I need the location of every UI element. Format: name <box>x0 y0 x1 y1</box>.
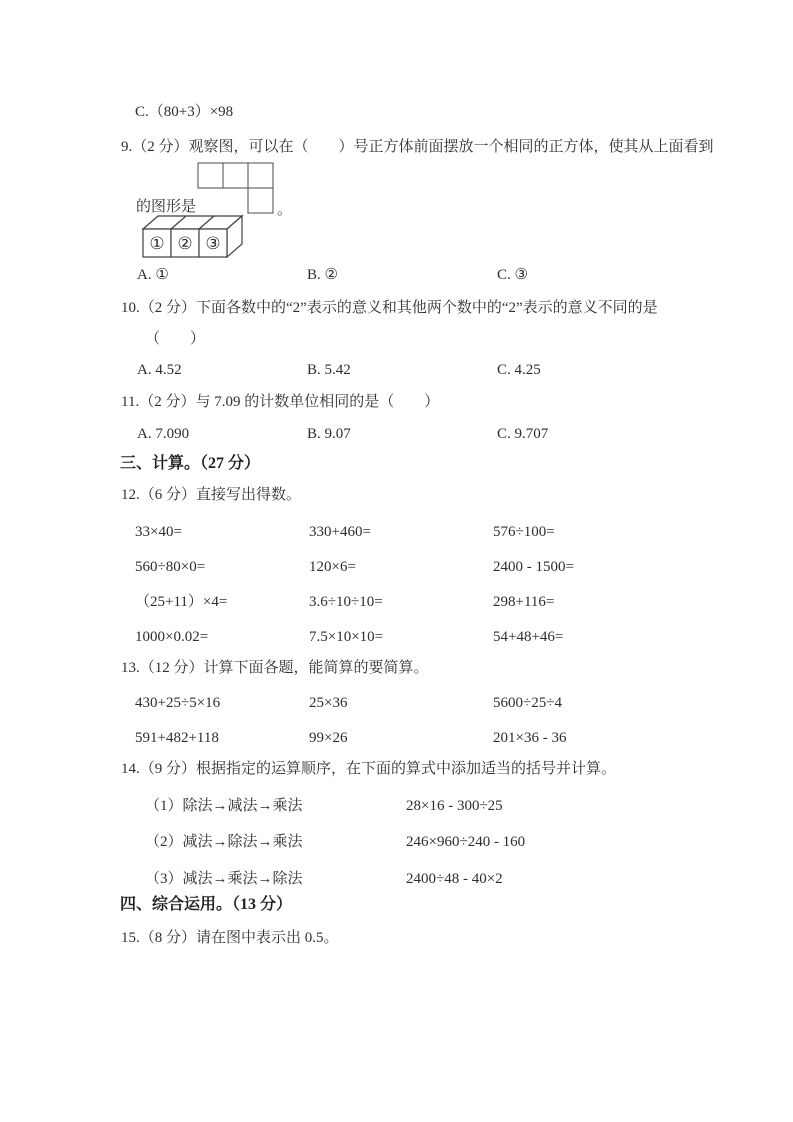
q15-stem: 15.（8 分）请在图中表示出 0.5。 <box>121 930 339 946</box>
q9-numbered-cubes-figure <box>139 212 247 262</box>
q12-expr-r2c1: 560÷80×0= <box>135 559 206 575</box>
cubes-top-face <box>143 216 242 229</box>
q13-expr-r2c1: 591+482+118 <box>135 730 219 746</box>
q13-expr-r1c3: 5600÷25÷4 <box>493 695 562 711</box>
q14-order-3: （3）减法→乘法→除法 <box>145 871 303 887</box>
q10-option-a: A. 4.52 <box>137 362 182 378</box>
q13-expr-r2c2: 99×26 <box>309 730 348 746</box>
section-3-heading: 三、计算。（27 分） <box>120 455 261 472</box>
q13-expr-r2c3: 201×36 - 36 <box>493 730 567 746</box>
shape-square-3 <box>248 163 273 188</box>
q10-answer-blank: （ ） <box>145 331 206 347</box>
q9-unfolded-shape-figure <box>197 162 275 215</box>
q11-option-b: B. 9.07 <box>307 426 351 442</box>
q12-expr-r1c1: 33×40= <box>135 524 182 540</box>
q9-stem-continuation: 的图形是 <box>136 199 197 215</box>
q10-option-b: B. 5.42 <box>307 362 351 378</box>
q10-option-c: C. 4.25 <box>497 362 541 378</box>
q13-stem: 13.（12 分）计算下面各题，能简算的要简算。 <box>121 660 429 676</box>
cube-label-3: ③ <box>205 234 221 253</box>
q11-option-a: A. 7.090 <box>137 426 190 442</box>
q9-option-b: B. ② <box>307 267 338 283</box>
q10-stem: 10.（2 分）下面各数中的“2”表示的意义和其他两个数中的“2”表示的意义不同的是 <box>121 300 658 316</box>
prev-question-option-c: C.（80+3）×98 <box>135 104 234 120</box>
shape-square-1 <box>198 163 223 188</box>
q9-option-c: C. ③ <box>497 267 528 283</box>
q12-expr-r2c3: 2400 - 1500= <box>493 559 574 575</box>
q12-expr-r3c1: （25+11）×4= <box>135 594 228 610</box>
section-4-heading: 四、综合运用。（13 分） <box>120 896 293 913</box>
q14-expr-2: 246×960÷240 - 160 <box>406 834 526 850</box>
q12-expr-r1c3: 576÷100= <box>493 524 555 540</box>
q12-expr-r3c3: 298+116= <box>493 594 555 610</box>
shape-square-2 <box>223 163 248 188</box>
q12-expr-r4c3: 54+48+46= <box>493 629 564 645</box>
q12-expr-r4c2: 7.5×10×10= <box>309 629 384 645</box>
q13-expr-r1c1: 430+25÷5×16 <box>135 695 221 711</box>
q13-expr-r1c2: 25×36 <box>309 695 348 711</box>
q12-expr-r3c2: 3.6÷10÷10= <box>309 594 383 610</box>
q14-order-2: （2）减法→除法→乘法 <box>145 834 303 850</box>
cube-label-1: ① <box>149 234 165 253</box>
q14-expr-1: 28×16 - 300÷25 <box>406 798 503 814</box>
cube-label-2: ② <box>177 234 193 253</box>
q12-expr-r1c2: 330+460= <box>309 524 371 540</box>
q11-stem: 11.（2 分）与 7.09 的计数单位相同的是（ ） <box>121 394 440 410</box>
q11-option-c: C. 9.707 <box>497 426 549 442</box>
q12-expr-r2c2: 120×6= <box>309 559 356 575</box>
q9-stem: 9.（2 分）观察图，可以在（ ）号正方体前面摆放一个相同的正方体，使其从上面看到 <box>121 139 714 155</box>
q9-sentence-period: 。 <box>277 202 293 218</box>
shape-square-4 <box>248 188 273 213</box>
q14-order-1: （1）除法→减法→乘法 <box>145 798 303 814</box>
q12-stem: 12.（6 分）直接写出得数。 <box>121 487 302 503</box>
q9-option-a: A. ① <box>137 267 169 283</box>
q12-expr-r4c1: 1000×0.02= <box>135 629 209 645</box>
q14-stem: 14.（9 分）根据指定的运算顺序，在下面的算式中添加适当的括号并计算。 <box>121 761 617 777</box>
q14-expr-3: 2400÷48 - 40×2 <box>406 871 503 887</box>
